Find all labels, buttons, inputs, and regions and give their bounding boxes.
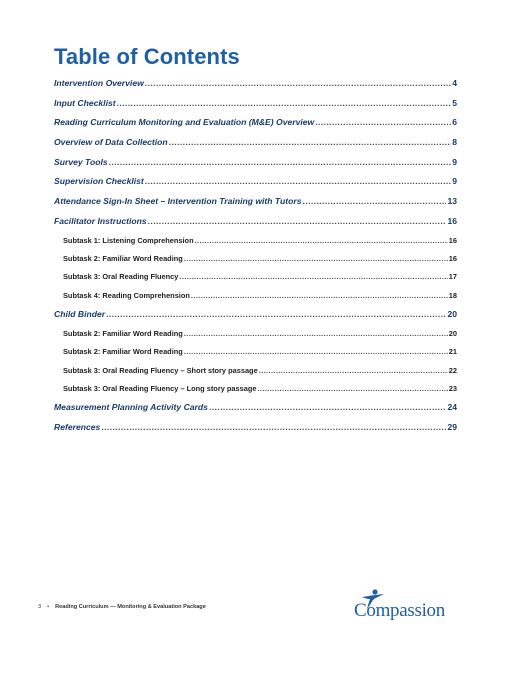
dot-leader: [195, 236, 448, 245]
toc-entry-page: 29: [447, 422, 457, 432]
toc-entry-label: Subtask 3: Oral Reading Fluency: [63, 272, 179, 282]
toc-entry-page: 20: [448, 328, 457, 338]
toc-entry-label: Subtask 2: Familiar Word Reading: [63, 347, 183, 357]
toc-entry[interactable]: [54, 157, 457, 177]
toc-entry[interactable]: [54, 98, 457, 118]
page-number: 3: [38, 604, 42, 610]
toc-entry[interactable]: [54, 309, 457, 329]
toc-subentry[interactable]: [54, 291, 457, 309]
page-footer: [38, 604, 206, 610]
toc-entry-page: 9: [452, 156, 457, 167]
toc-entry-page: 9: [452, 176, 457, 187]
toc-entry-label: Reading Curriculum Monitoring and Evaluation (M&E) Overview: [54, 117, 315, 128]
dot-leader: [101, 422, 446, 432]
dot-leader: [145, 78, 451, 88]
dot-leader: [109, 157, 452, 167]
toc-subentry[interactable]: [54, 347, 457, 365]
dot-leader: [106, 309, 446, 319]
toc-entry-page: 17: [448, 272, 457, 282]
toc-entry[interactable]: [54, 216, 457, 236]
toc-entry-label: Intervention Overview: [54, 78, 144, 88]
dot-leader: [315, 117, 451, 127]
toc-entry-label: Subtask 2: Familiar Word Reading: [63, 328, 183, 338]
toc-entry-page: 5: [452, 97, 457, 108]
dot-leader: [169, 137, 452, 147]
toc-subentry[interactable]: [54, 329, 457, 347]
toc-entry-page: 18: [448, 290, 457, 300]
compassion-logo: [354, 590, 464, 624]
toc-entry-label: Input Checklist: [54, 97, 116, 108]
footer-document-title: Reading Curriculum — Monitoring & Evaluation Package: [55, 604, 206, 610]
toc-entry-page: 22: [448, 365, 457, 375]
toc-entry[interactable]: [54, 137, 457, 157]
toc-entry[interactable]: [54, 78, 457, 98]
toc-entry-label: Overview of Data Collection: [54, 137, 168, 148]
toc-subentry[interactable]: [54, 254, 457, 272]
toc-entry-label: Attendance Sign-In Sheet – Intervention Training with Tutors: [54, 196, 302, 207]
toc-entry[interactable]: [54, 402, 457, 422]
toc-entry-page: 16: [448, 253, 457, 263]
dot-leader: [145, 176, 451, 186]
dot-leader: [148, 216, 447, 226]
dot-leader: [184, 254, 448, 263]
toc-entry-page: 13: [447, 196, 457, 207]
dot-leader: [117, 98, 452, 108]
toc-entry-page: 4: [452, 78, 457, 88]
toc-entry-label: Child Binder: [54, 309, 106, 320]
toc-entry-label: Subtask 3: Oral Reading Fluency – Long story passage: [63, 383, 257, 393]
dot-leader: [209, 402, 447, 412]
dot-leader: [303, 196, 447, 206]
toc-subentry[interactable]: [54, 272, 457, 290]
toc-entry-label: Survey Tools: [54, 156, 108, 167]
dot-leader: [179, 272, 447, 281]
dot-leader: [184, 347, 448, 356]
toc-entry-page: 20: [447, 309, 457, 320]
toc-entry-page: 23: [448, 383, 457, 393]
toc-entry[interactable]: [54, 117, 457, 137]
toc-entry-label: Subtask 1: Listening Comprehension: [63, 235, 194, 245]
toc-entry[interactable]: [54, 196, 457, 216]
dot-leader: [184, 329, 448, 338]
toc-entry[interactable]: [54, 176, 457, 196]
toc-entry-label: Supervision Checklist: [54, 176, 144, 187]
dot-leader: [191, 291, 448, 300]
toc-entry-label: Measurement Planning Activity Cards: [54, 402, 208, 413]
toc-entry-label: Subtask 2: Familiar Word Reading: [63, 253, 183, 263]
toc-entry-page: 21: [448, 347, 457, 357]
toc-entry-page: 6: [452, 117, 457, 128]
footer-bullet: •: [47, 604, 50, 610]
toc-entry-page: 8: [452, 137, 457, 148]
compassion-wordmark: Compassion: [354, 600, 445, 621]
toc-entry-page: 16: [447, 215, 457, 226]
toc-entry-label: Subtask 3: Oral Reading Fluency – Short story passage: [63, 365, 258, 375]
dot-leader: [257, 384, 447, 393]
toc-subentry[interactable]: [54, 366, 457, 384]
toc-entry[interactable]: [54, 422, 457, 442]
page-title: Table of Contents: [54, 44, 240, 69]
table-of-contents: [54, 78, 457, 442]
toc-subentry[interactable]: [54, 236, 457, 254]
dot-leader: [259, 366, 448, 375]
toc-entry-page: 16: [448, 235, 457, 245]
toc-entry-label: Facilitator Instructions: [54, 215, 147, 226]
toc-entry-label: References: [54, 422, 101, 432]
toc-entry-page: 24: [447, 402, 457, 413]
toc-subentry[interactable]: [54, 384, 457, 402]
toc-entry-label: Subtask 4: Reading Comprehension: [63, 290, 190, 300]
